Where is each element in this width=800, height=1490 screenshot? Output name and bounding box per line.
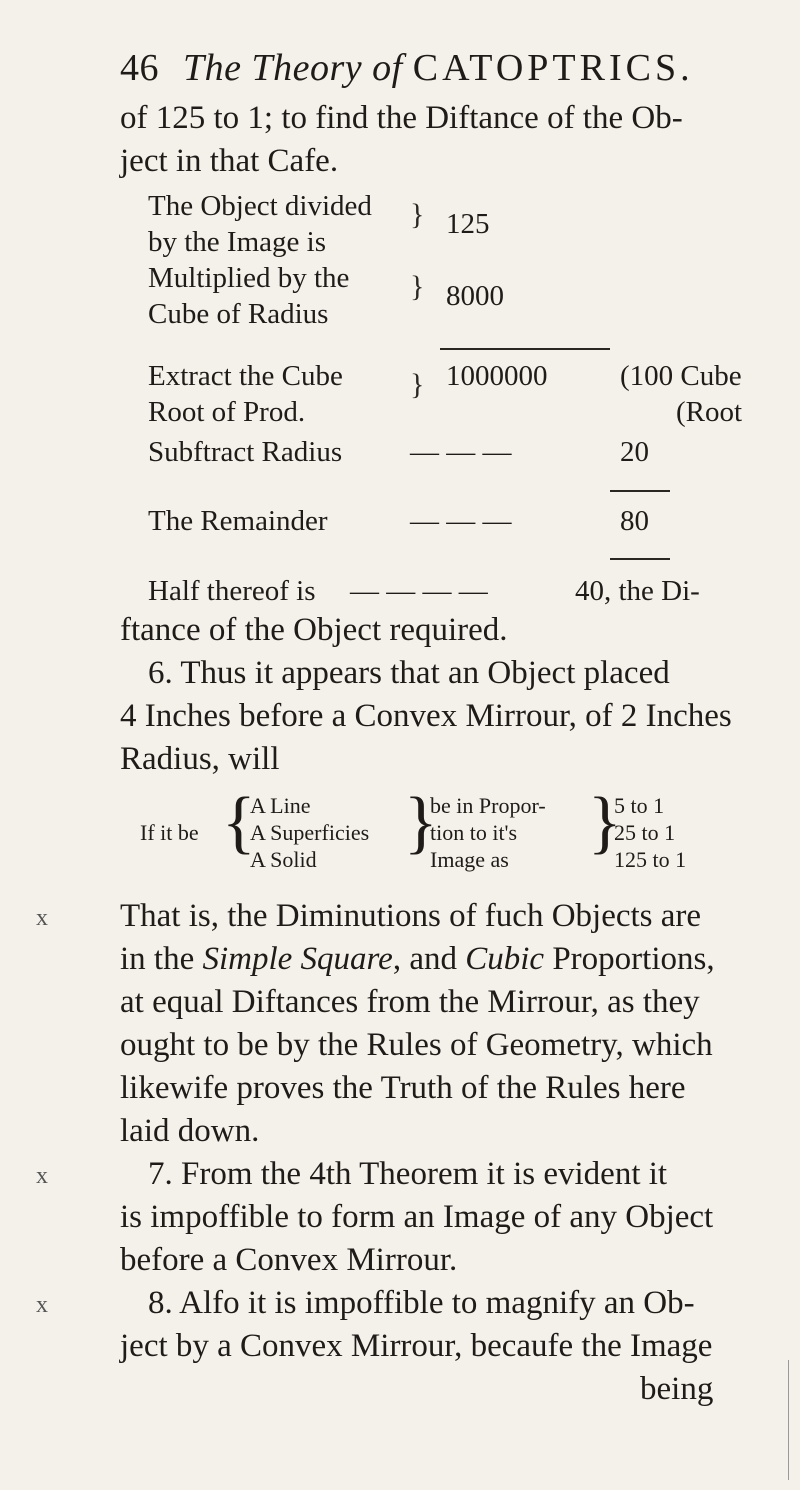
para6-line-2: 4 Inches before a Convex Mirrour, of 2 Inches <box>120 698 732 734</box>
para-that-line-1: That is, the Diminutions of fuch Objects are <box>120 898 702 934</box>
brace-right: } <box>410 198 425 231</box>
calc-row3-value: 1000000 <box>446 360 548 392</box>
calc-row6-dashes: — — — — <box>350 575 488 607</box>
page-edge-shadow <box>788 1360 789 1480</box>
intro-line-2: ject in that Cafe. <box>120 143 339 179</box>
table-brace-right: } <box>588 784 622 861</box>
para8-line-2: ject by a Convex Mirrour, becaufe the Image <box>120 1328 713 1364</box>
calc-row2-value: 8000 <box>446 280 504 312</box>
calc-row3-note-b: (Root <box>676 396 743 428</box>
para8-line-3-catchword: being <box>640 1371 714 1407</box>
calc-row5-dashes: — — — <box>410 505 512 537</box>
margin-mark-2: x <box>36 1163 48 1189</box>
calc-row1-value: 125 <box>446 208 490 240</box>
para-that-line-6: laid down. <box>120 1113 260 1149</box>
table-brace-left: { <box>222 784 256 861</box>
calc-row5-value: 80 <box>620 505 649 537</box>
table-item-line: A Line <box>250 793 311 818</box>
half-rule <box>610 558 670 560</box>
para-that-line-2 <box>120 941 715 978</box>
margin-mark-1: x <box>36 905 48 931</box>
para8-line-1: 8. Alfo it is impoffible to magnify an Ob- <box>148 1285 695 1321</box>
calc-row3-label-a: Extract the Cube <box>148 360 343 392</box>
table-middle-2: tion to it's <box>430 820 518 845</box>
table-ratio-3: 125 to 1 <box>614 847 687 872</box>
sum-rule <box>440 348 610 350</box>
calc-row3-label-b: Root of Prod. <box>148 396 306 428</box>
calc-row6-value: 40, the Di- <box>575 575 700 607</box>
table-brace-middle: } <box>404 784 438 861</box>
calc-row2-label-b: Cube of Radius <box>148 298 329 330</box>
table-middle-3: Image as <box>430 847 509 872</box>
calc-row1-label-a: The Object divided <box>148 190 372 222</box>
para-that-line-2-a: in the <box>120 941 203 977</box>
para7-line-3: before a Convex Mirrour. <box>120 1242 458 1278</box>
para6-line-3: Radius, will <box>120 741 280 777</box>
brace-right: } <box>410 270 425 303</box>
para-that-line-4: ought to be by the Rules of Geometry, which <box>120 1027 713 1063</box>
table-ratio-2: 25 to 1 <box>614 820 676 845</box>
header-title-italic: The Theory of <box>183 47 403 89</box>
calc-row2-label-a: Multiplied by the <box>148 262 350 294</box>
para-that-cubic: Cubic <box>465 941 545 977</box>
header-title-caps: CATOPTRICS. <box>412 47 694 89</box>
calc-row3-note-a: (100 Cube <box>620 360 742 392</box>
calc-row1-label-b: by the Image is <box>148 226 326 258</box>
calc-row5-label: The Remainder <box>148 505 328 537</box>
calc-row4-dashes: — — — <box>410 436 512 468</box>
para7-line-1: 7. From the 4th Theorem it is evident it <box>148 1156 668 1192</box>
calc-row4-label: Subftract Radius <box>148 436 343 468</box>
para-that-line-2-b: , and <box>392 941 466 977</box>
para-that-line-5: likewife proves the Truth of the Rules here <box>120 1070 686 1106</box>
table-middle-1: be in Propor- <box>430 793 546 818</box>
calc-row6-continuation: ftance of the Object required. <box>120 612 508 648</box>
intro-line-1: of 125 to 1; to find the Diftance of the Ob- <box>120 100 683 136</box>
calc-row4-value: 20 <box>620 436 649 468</box>
calc-row6-label: Half thereof is <box>148 575 316 607</box>
para7-line-2: is impoffible to form an Image of any Object <box>120 1199 714 1235</box>
table-lead: If it be <box>140 820 199 845</box>
margin-mark-3: x <box>36 1292 48 1318</box>
para6-line-1: 6. Thus it appears that an Object placed <box>148 655 670 691</box>
para-that-line-2-c: Proportions, <box>544 941 715 977</box>
table-item-superficies: A Superficies <box>250 820 370 845</box>
para-that-line-3: at equal Diftances from the Mirrour, as they <box>120 984 700 1020</box>
table-ratio-1: 5 to 1 <box>614 793 665 818</box>
para-that-simple-square: Simple Square <box>202 941 393 977</box>
diff-rule <box>610 490 670 492</box>
table-item-solid: A Solid <box>250 847 317 872</box>
running-header <box>120 46 694 90</box>
page-number: 46 <box>120 47 159 89</box>
brace-right: } <box>410 368 425 401</box>
